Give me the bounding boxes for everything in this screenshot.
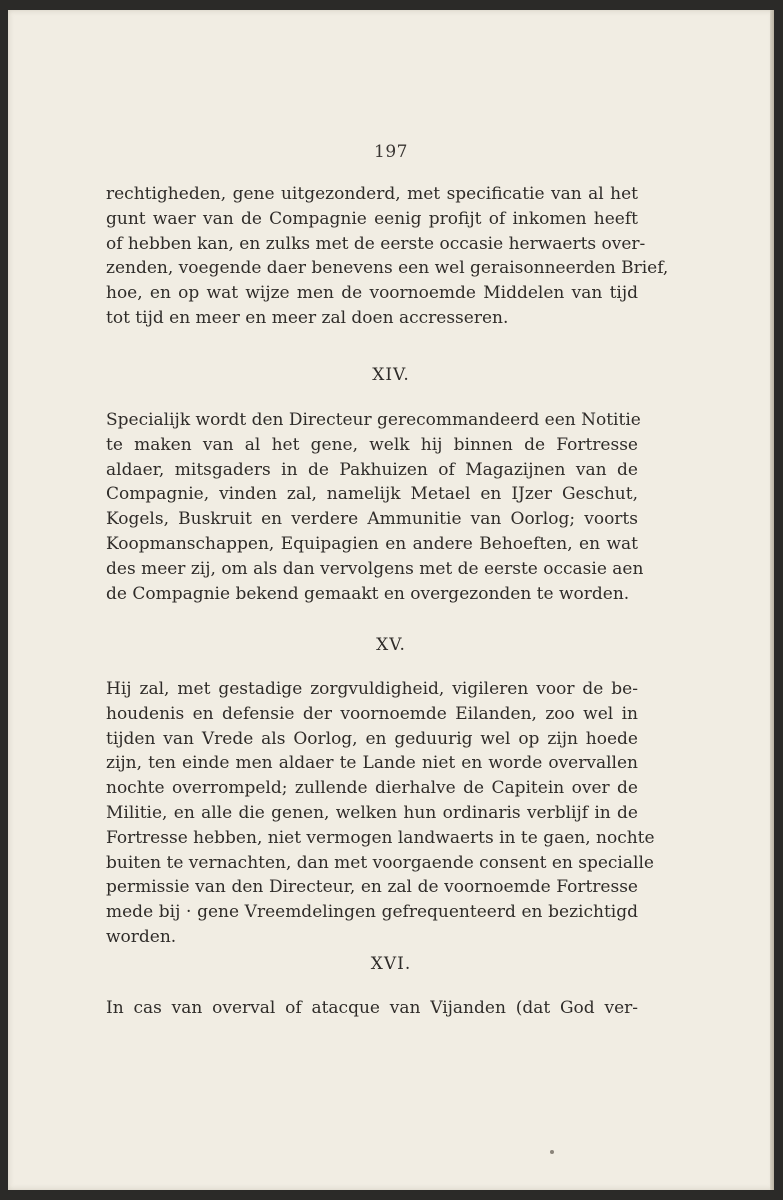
text-line: des meer zij, om als dan vervolgens met de eerste occasie aen (106, 558, 644, 579)
text-line: de Compagnie bekend gemaakt en overgezonden te worden. (106, 583, 630, 604)
text-line: rechtigheden, gene uitgezonderd, met specificatie van al het (106, 184, 638, 204)
text-line: Koopmanschappen, Equipagien en andere Behoeften, en wat (106, 533, 638, 554)
page-number: 197 (374, 142, 408, 162)
paragraph-xiv (106, 408, 644, 606)
text-line: tot tijd en meer en meer zal doen accresseren. (106, 307, 509, 328)
paragraph-xv (106, 677, 655, 950)
text-line: permissie van den Directeur, en zal de voornoemde Fortresse (106, 877, 638, 898)
text-line: gunt waer van de Compagnie eenig profijt of inkomen heeft (106, 208, 638, 229)
text-line: Kogels, Buskruit en verdere Ammunitie van Oorlog; voorts (106, 509, 638, 530)
section-heading-xvi: XVI. (370, 954, 412, 974)
text-line: of hebben kan, en zulks met de eerste occasie herwaerts over- (106, 233, 646, 254)
text-line: Specialijk wordt den Directeur gerecommandeerd een Notitie (106, 410, 641, 430)
text-line: zijn, ten einde men aldaer te Lande niet en worde overvallen (106, 753, 638, 774)
text-line: mede bij · gene Vreemdelingen gefrequenteerd en bezichtigd (106, 902, 638, 923)
section-heading-xiv: XIV. (372, 365, 410, 385)
text-line: tijden van Vrede als Oorlog, en geduurig wel op zijn hoede (106, 728, 638, 749)
text-line: te maken van al het gene, welk hij binnen de Fortresse (106, 434, 638, 455)
text-line: zenden, voegende daer benevens een wel geraisonneerden Brief, (106, 258, 669, 279)
text-line: nochte overrompeld; zullende dierhalve de Capitein over de (106, 778, 638, 799)
text-line: Fortresse hebben, niet vermogen landwaerts in te gaen, nochte (106, 827, 655, 848)
section-heading-xv: XV. (376, 635, 406, 655)
page-edge (770, 10, 774, 1190)
text-line: hoe, en op wat wijze men de voornoemde Middelen van tijd (106, 283, 638, 304)
text-line: houdenis en defensie der voornoemde Eilanden, zoo wel in (106, 703, 638, 724)
text-line: buiten te vernachten, dan met voorgaende consent en specialle (106, 852, 654, 873)
text-line: Hij zal, met gestadige zorgvuldigheid, vigileren voor de be- (106, 679, 638, 699)
paragraph-xvi (106, 996, 638, 1021)
text-line: Compagnie, vinden zal, namelijk Metael en IJzer Geschut, (106, 484, 638, 505)
text-line: worden. (106, 926, 177, 947)
paragraph-continuation (106, 182, 669, 331)
book-page (8, 10, 774, 1190)
paper-speck (550, 1150, 554, 1154)
text-line: In cas van overval of atacque van Vijanden (dat God ver- (106, 998, 638, 1018)
text-line: Militie, en alle die genen, welken hun ordinaris verblijf in de (106, 802, 638, 823)
text-line: aldaer, mitsgaders in de Pakhuizen of Magazijnen van de (106, 459, 638, 480)
